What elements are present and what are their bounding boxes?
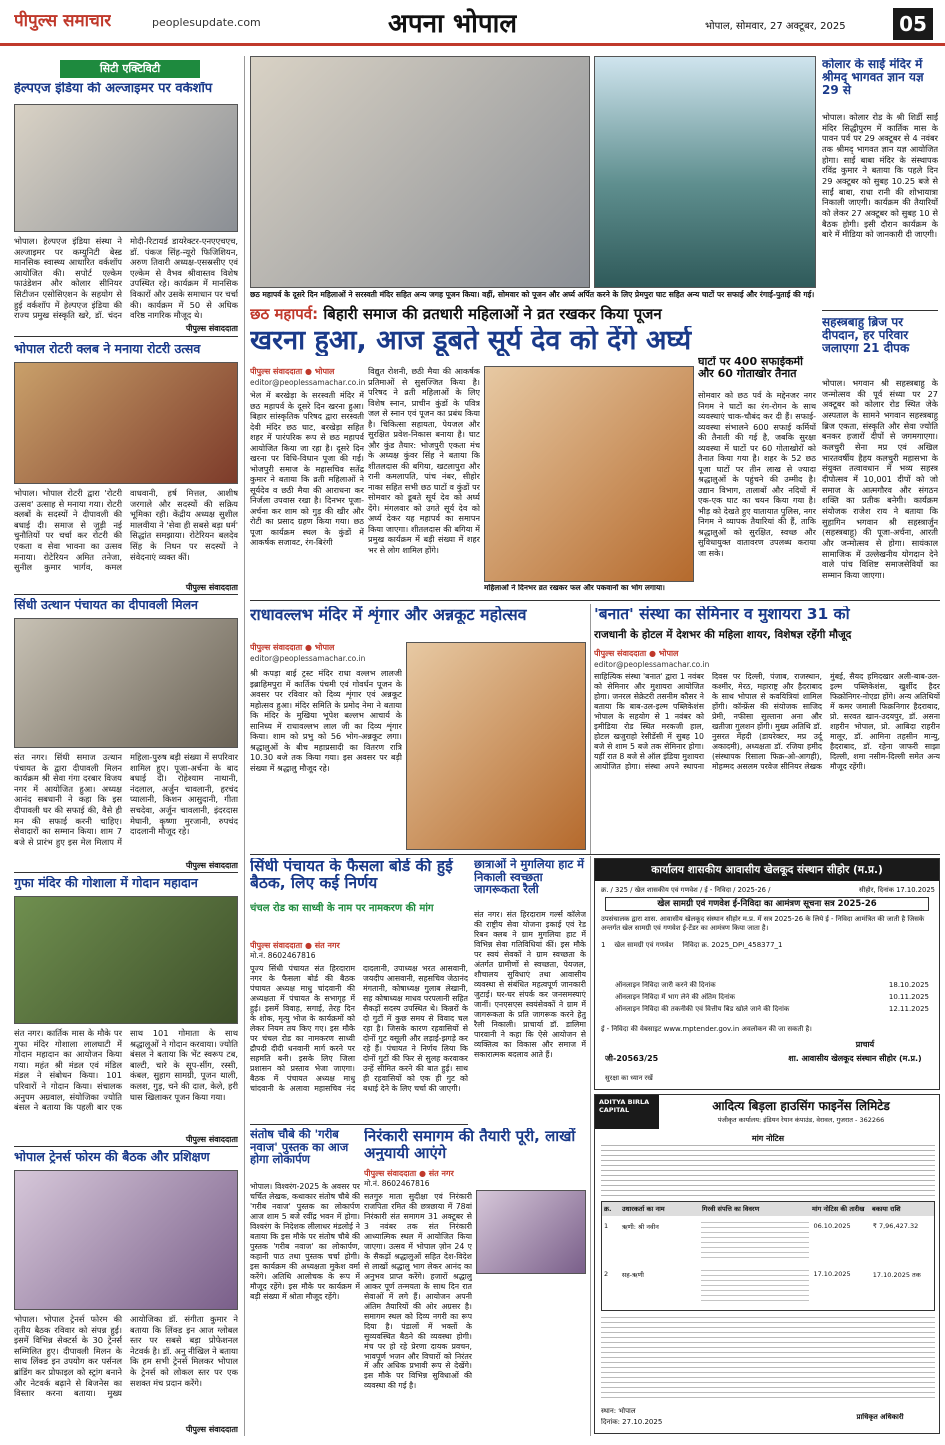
tender-row-value: 18.10.2025 bbox=[888, 981, 929, 989]
s5-body: भोपाल। भोपाल ट्रेनर्स फोरम की तृतीय बैठक रविवार को संपन्न हुई। इसमें विभिन्न सेक्टर्स के 30 ट्रेनर्स सम्मिलित हुए। दीपावली मिलन के साथ लिंक्ड इन उपयोग कर पर्सनल ब्रांडिंग कर प्रोफाइल को स्ट्रांग बनाने और नेटवर्क बढ़ाने से बिजनेस का विस्तार करना बताया। मुख्य आयोजिका डॉ. संगीता कुमार ने बताया कि लिंक्ड इन आज ग्लोबल स्तर पर सबसे बड़ा प्रोफेशनल नेटवर्क है। डॉ. अनु नीखिल ने बताया कि हम सभी ट्रेनर्स मिलकर भोपाल के ट्रेनर्स को लोकल स्तर पर एक सशक्त मंच प्रदान करेंगे। bbox=[14, 1314, 238, 1399]
date-line: भोपाल, सोमवार, 27 अक्टूबर, 2025 bbox=[705, 21, 846, 32]
sindhi-board-byline: पीपुल्स संवाददाता ● संत नगर bbox=[250, 941, 340, 950]
chhath-byline-name: पीपुल्स संवाददाता bbox=[250, 367, 303, 376]
s3-title: सिंधी उत्थान पंचायत का दीपावली मिलन bbox=[14, 598, 198, 612]
radha-email[interactable]: editor@peoplessamachar.co.in bbox=[250, 654, 366, 663]
tender-row-2 bbox=[615, 993, 929, 1002]
ghat-title: घाटों पर 400 सफाईकर्मी और 60 गोताखोर तैनात bbox=[698, 356, 803, 381]
aditya-cell: 2 bbox=[604, 1270, 609, 1278]
radha-body: श्री कपड़ा बाई ट्रस्ट मंदिर राधा वल्लभ लालजी इब्राहिमपुरा में कार्तिक पंचमी एवं गोवर्धन पूजन के अवसर पर रविवार को दिव्य शृंगार एवं अन्नकूट महोत्सव हुआ। मंदिर समिति के प्रमोद नेमा ने बताया कि मंदिर के मुखिया भूपेश बल्लभ आचार्य के सानिध्य में राधावल्लभ लाल जी का दिव्य शृंगार किया। शाम को प्रभु को 56 भोग-अन्नकूट लगा। श्रद्धालुओं के बीच महाप्रसादी का वितरण रात्रि 10.30 बजे तक किया गया। इस अवसर पर बड़ी संख्या में श्रद्धालु मौजूद रहे। bbox=[250, 668, 402, 773]
chhath-kicker: छठ महापर्व: bbox=[250, 305, 319, 323]
aditya-col: क्र. bbox=[604, 1205, 612, 1213]
s2-sign: पीपुल्स संवाददाता bbox=[185, 583, 238, 592]
tender-signer-office: शा. आवासीय खेलकूद संस्थान सीहोर (म.प्र.) bbox=[788, 1054, 922, 1063]
tender-row-1 bbox=[615, 981, 929, 990]
chhath-deck-text: बिहारी समाज की व्रतधारी महिलाओं ने व्रत रखकर किया पूजन bbox=[323, 305, 662, 323]
s4-photo bbox=[14, 896, 238, 1024]
aditya-cell-property bbox=[701, 1270, 810, 1304]
tender-intro: उपसंचालक द्वारा शास. आवासीय खेलकूद संस्थान सीहोर म.प्र. में सत्र 2025-26 के लिये ई - निविदा आमंत्रित की जाती है जिसके अन्तर्गत खेल सामग्री एवं गणवेश ई-टेंडर का आमंत्रण किया जाता है। bbox=[601, 915, 925, 932]
tender-footer-note: सुरक्षा का ध्यान रखें bbox=[605, 1074, 653, 1082]
tender-row-label: ऑनलाइन निविदा में भाग लेने की अंतिम दिनांक bbox=[615, 993, 736, 1001]
tender-row-label: ऑनलाइन निविदा की तकनीकी एवं वित्तीय बिड खोले जाने की दिनांक bbox=[615, 1005, 790, 1013]
aditya-cell: 17.10.2025 तक bbox=[872, 1271, 921, 1279]
nirankari-body-a: सतगुरु माता सुदीक्षा एवं निरंकारी राजपिता रमित की छत्रछाया में 78वां निरंकारी संत समागम 31 अक्टूबर से 3 नवंबर तक संत निरंकारी आध्यात्मिक स्थल में आयोजित किया जाएगा। उत्सव में भोपाल ज़ोन 24 ए के सैकड़ों श्रद्धालुओं सहित देश-विदेश से लाखों श्रद्धालु भाग लेकर आनंद का अनुभव प्राप्त करेंगे। हजारों श्रद्धालु आकर पूर्ण तन्मयता के साथ दिन रात सेवाओं में लगे हैं। आयोजन अपनी अंतिम तैयारियों की ओर अग्रसर है। समागम स्थल को दिव्य नगरी का रूप दिया है। पंडालों में भक्तों के सुव्यवस्थित बैठने की व्यवस्था होगी। मंच पर हो रहे प्रेरणा दायक प्रवचन, भावपूर्ण भजन और विचारों को निरंतर में और अधिक प्रभावी रूप से देखेंगे। इस मौके पर विभिन्न सुविधाओं की व्यवस्था की गई है। bbox=[364, 1192, 472, 1391]
chhath-title: खरना हुआ, आज डूबते सूर्य देव को देंगे अर्घ्य bbox=[250, 326, 692, 356]
aditya-fine-print bbox=[601, 1145, 935, 1197]
aditya-table bbox=[601, 1201, 935, 1311]
aditya-col: बकाया राशि bbox=[872, 1205, 901, 1213]
radha-byline-place: भोपाल bbox=[314, 643, 335, 652]
nirankari-phone: मो.नं. 8602467816 bbox=[364, 1179, 430, 1188]
aditya-cell: ₹ 7,96,427.32 bbox=[872, 1222, 919, 1230]
aditya-col: मांग नोटिस की तारीख bbox=[812, 1205, 865, 1213]
girls-body: संत नगर। संत हिरदाराम गर्ल्स कॉलेज की राष्ट्रीय सेवा योजना इकाई एवं रेड रिबन क्लब ने ग्राम मुगलिया हाट में विभिन्न सेवा गतिविधियां कीं। इस मौके पर स्वयं सेवकों ने ग्राम स्वच्छता के अंतर्गत ग्रामीणों से स्वच्छता, पेयजल, शौचालय सुविधाएं तथा आवासीय व्यवस्था से संबंधित महत्वपूर्ण जानकारी जुटाई। घर-घर संपर्क कर जनसमस्याएं जानीं। एनएसएस स्वयंसेवकों ने ग्राम में जागरूकता के प्रति जागरूक करने हेतु रैली निकाली। प्राचार्या डॉ. डालिमा पारवानी ने कहा कि ऐसे आयोजन से व्यक्तित्व का विकास और समाज में सकारात्मक बदलाव आते हैं। bbox=[474, 910, 586, 1059]
aditya-cell: 17.10.2025 bbox=[813, 1270, 851, 1278]
tender-header: कार्यालय शासकीय आवासीय खेलकूद संस्थान सीहोर (म.प्र.) bbox=[595, 859, 939, 881]
top-photo-temple bbox=[250, 56, 590, 288]
s5-sign: पीपुल्स संवाददाता bbox=[185, 1425, 238, 1434]
kolar-body: भोपाल। कोलार रोड के श्री शिर्डी साईं मंदिर सिद्धीपुरम में कार्तिक मास के पावन पर्व पर 29 अक्टूबर से 4 नवंबर तक श्रीमद् भागवत ज्ञान यज्ञ आयोजित होगा। साईं बाबा मंदिर के संस्थापक रविंद्र कुमार ने बताया कि पहले दिन 29 अक्टूबर को सुबह 10.25 बजे से साईं बाबा, राधा रानी की शोभायात्रा निकाली जाएगी। कार्यक्रम की तैयारियों को लेकर 27 अक्टूबर को सुबह 10 से बैठक होगी। इसी दौरान कार्यक्रम के बारे में मीडिया को जानकारी दी जाएगी। bbox=[822, 112, 938, 240]
nirankari-byline: पीपुल्स संवाददाता ● संत नगर bbox=[364, 1169, 454, 1178]
aditya-notice bbox=[594, 1094, 940, 1434]
section-title: अपना भोपाल bbox=[388, 9, 517, 39]
santosh-body: भोपाल। विश्वरंग-2025 के अवसर पर चर्चित लेखक, कथाकार संतोष चौबे की 'गरीब नवाज' पुस्तक का लोकार्पण आज शाम 5 बजे रवींद्र भवन में होगा। विश्वरंग के निदेशक लीलाधर मंडलोई ने बताया कि इस मौके पर संतोष चौबे की पुस्तक 'गरीब नवाज' का लोकार्पण, कहानी पाठ तथा पुस्तक चर्चा होगी। इस कार्यक्रम की अध्यक्षता मुकेश वर्मा करेंगे। अतिथि आलोचक के रूप में मौजूद रहेंगे। इस मौके पर कार्यक्रम में बड़ी संख्या में श्रोता मौजूद रहेंगे। bbox=[250, 1182, 360, 1301]
banat-title: 'बनात' संस्था का सेमिनार व मुशायरा 31 को bbox=[594, 606, 850, 623]
aditya-fine-print-2 bbox=[601, 1317, 935, 1401]
tender-notice-title: खेल सामग्री एवं गणवेश ई-निविदा का आमंत्रण सूचना सत्र 2025-26 bbox=[605, 897, 929, 911]
s2-title: भोपाल रोटरी क्लब ने मनाया रोटरी उत्सव bbox=[14, 342, 201, 356]
ghat-body: सोमवार को छठ पर्व के मद्देनजर नगर निगम ने घाटों का रंग-रोगन के साथ व्यवस्थाएं चाक-चौबंद कर दी हैं। सफाई-व्यवस्था संभालने 600 सफाई कर्मियों की तैनाती की गई है, जबकि सुरक्षा व्यवस्था में घाटों पर 60 गोताखोरों को तैनात किया गया है। शहर के 52 छठ पूजा घाटों पर तीन लाख से ज्यादा श्रद्धालुओं के पहुंचने की उम्मीद है। उद्यान विभाग, तालाबों और नदियों में एक-एक घाट का चयन किया गया है। भीड़ को देखते हुए यातायात पुलिस, नगर निगम ने व्यापक तैयारियां की हैं, ताकि श्रद्धालुओं को सुरक्षित, स्वच्छ और सुविधायुक्त वातावरण उपलब्ध कराया जा सके। bbox=[698, 390, 816, 558]
chhath-body-1: भेल में बरखेड़ा के सरस्वती मंदिर में छठ महापर्व के दूसरे दिन खरना हुआ। बिहार सांस्कृतिक परिषद द्वारा सरस्वती देवी मंदिर छठ घाट, बरखेड़ा सहित शहर में पारंपरिक रूप से छठ महापर्व आयोजित किया जा रहा है। दूसरे दिन खरना पर विधि-विधान पूजा की गई। भोजपुरी समाज के महासचिव सतेंद्र कुमार ने बताया कि व्रती महिलाओं ने सूर्यदेव व छठी मैया की आराधना कर निर्जला उपवास रखा है। दिनभर पूजा-अर्चना कर शाम को गुड़ की खीर और रोटी का प्रसाद ग्रहण किया गया। छठ पूजा कार्यक्रम स्थल के कुंडों में आकर्षक सजावट, रंग-बिरंगी bbox=[250, 390, 364, 548]
tender-date: सीहोर, दिनांक 17.10.2025 bbox=[858, 886, 935, 894]
table-row bbox=[602, 1268, 934, 1306]
site-url[interactable]: peoplesupdate.com bbox=[152, 16, 261, 29]
tender-row-3 bbox=[615, 1005, 929, 1014]
sindhi-board-title: सिंधी पंचायत के फैसला बोर्ड की हुई बैठक, लिए कई निर्णय bbox=[250, 858, 453, 893]
kolar-title: कोलार के साईं मंदिर में श्रीमद् भागवत ज्ञान यज्ञ 29 से bbox=[822, 58, 924, 98]
aditya-place: स्थान: भोपाल bbox=[601, 1407, 636, 1415]
aditya-col: उधारकर्ता का नाम bbox=[622, 1205, 665, 1213]
tender-url-note[interactable]: ई - निविदा की वेबसाइट www.mptender.gov.in अवलोकन की जा सकती है। bbox=[601, 1025, 812, 1033]
masthead bbox=[0, 0, 945, 46]
s1-body: भोपाल। हेल्पएज इंडिया संस्था ने अल्जाइमर पर कम्युनिटी बेस्ड मानसिक स्वास्थ्य आधारित वर्कशॉप आयोजित की। सपोर्ट एल्केम फाउंडेशन और कोलार सीनियर सिटीजन एसोसिएशन के सहयोग से हुई वर्कशॉप में हेल्पएज इंडिया की राज्य प्रमुख संस्कृति खरे, डॉ. चंदन मोदी-रिटायर्ड डायरेक्टर-एनएएचएच, डॉ. पंकज सिंह-न्यूरो फिजिशियन, अरुण तिवारी अध्यक्ष-एसस्रसीए एवं एल्केम से वैभव श्रीवास्तव विशेष उपस्थित रहे। कार्यक्रम में मानसिक विकारों और उसके समाधान पर चर्चा की। कार्यक्रम में 50 से अधिक वरिष्ठ नागरिक मौजूद थे। bbox=[14, 236, 238, 321]
top-caption: छठ महापर्व के दूसरे दिन महिलाओं ने सरस्वती मंदिर सहित अन्य जगह पूजन किया। वहीं, सोमवार को पूजन और अर्घ्य अर्पित करने के लिए प्रेमपुरा घाट सहित अन्य घाटों पर सफाई और रंगाई-पुताई की गई। bbox=[250, 290, 815, 299]
s4-body: संत नगर। कार्तिक मास के मौके पर गुफा मंदिर गोशाला लालघाटी में गोदान महादान का आयोजन किया गया। महंत श्री मंडल एवं मंडिल मंडल ने संबोधन किया। 101 परिवारों ने गोदान किया। संचालक अनुपम अग्रवाल, संयोजिका ज्योति बंसल ने बताया कि पहली बार एक साथ 101 गोमाता के साथ श्रद्धालुओं ने गोदान करवाया। ज्योति बंसल ने बताया कि भेंट स्वरूप टब, बाल्टी, चारे के सूप-सींग, रस्सी, कंबल, सुहाग सामग्री, पूजन थाली, कलश, गुड़, चने की दाल, केले, हरी घास खिलाकर पूजन किया गया। bbox=[14, 1028, 238, 1113]
aditya-cell: ऋणी: श्री नवीन bbox=[621, 1223, 659, 1231]
banat-byline-name: पीपुल्स संवाददाता bbox=[594, 649, 647, 658]
nirankari-title: निरंकारी समागम की तैयारी पूरी, लाखों अनुयायी आएंगे bbox=[364, 1128, 576, 1161]
sahastra-title: सहस्त्रबाहु ब्रिज पर दीपदान, हर परिवार जलाएगा 21 दीपक bbox=[822, 316, 910, 356]
chhath-photo-caption: महिलाओं ने दिनभर व्रत रखकर फल और पकवानों का भोग लगाया। bbox=[484, 584, 665, 592]
tender-item: खेल सामग्री एवं गणवेश bbox=[614, 941, 674, 949]
aditya-logo bbox=[595, 1095, 659, 1129]
s3-body: संत नगर। सिंधी समाज उत्थान पंचायत के द्वारा दीपावली मिलन कार्यक्रम श्री सेवा गंगा दरबार विजय नगर में आयोजित हुआ। अध्यक्ष आनंद सबधानी ने कहा कि इस दीपावली घर की सफाई की, वैसे ही मन की सफाई करनी चाहिए। सेवादारों का सम्मान किया। शाम 7 बजे से प्रारंभ हुए इस मेल मिलाप में महिला-पुरुष बड़ी संख्या में सपरिवार शामिल हुए। पूजा-अर्चना के बाद बधाई दी। रोहेश्याम नाथानी, नंदलाल, अर्जुन चावलानी, हरचंद प्यालानी, किशन आसुदानी, गीता सचदेवा, अर्जुन चावलानी, इंदरदास मेघानी, कृष्णा मुरजानी, रुपचंद दादलानी मौजूद रहे। bbox=[14, 752, 238, 847]
radha-photo bbox=[406, 642, 586, 850]
tender-signer: प्राचार्य bbox=[855, 1040, 875, 1049]
santosh-title: संतोष चौबे की 'गरीब नवाज' पुस्तक का आज होगा लोकार्पण bbox=[250, 1128, 349, 1166]
banat-byline: पीपुल्स संवाददाता ● भोपाल bbox=[594, 649, 679, 658]
aditya-date: दिनांक: 27.10.2025 bbox=[601, 1418, 663, 1426]
s1-title: हेल्पएज इंडिया की अल्जाइमर पर वर्कशॉप bbox=[14, 82, 213, 96]
banat-byline-place: भोपाल bbox=[658, 649, 679, 658]
chhath-email[interactable]: editor@peoplessamachar.co.in bbox=[250, 378, 366, 387]
radha-byline-name: पीपुल्स संवाददाता bbox=[250, 643, 303, 652]
sindhi-board-body: पूज्य सिंधी पंचायत संत हिरदाराम नगर के फैसला बोर्ड की बैठक पंचायत अध्यक्ष माधु चांदवानी की अध्यक्षता में पंचायत के सभागृह में हुई। इसमें विवाह, सगाई, तेरह दिन के शोक, मृत्यु भोज के कार्यक्रमों को लेकर नियम तय किए गए। इस मौके पर चंचल रोड का नामकरण साध्वी द्रौपदी दीदी धनवानी मार्ग करने पर सहमति बनी। इसके लिए जिला प्रशासन को प्रस्ताव भेजा जाएगा। बैठक में पंचायत अध्यक्ष माधु चांदवानी के अलावा महासचिव नंद दादलानी, उपाध्यक्ष भरत आसवानी, जयदीप आसवानी, सहसचिव जेठानंद मंगतानी, कोषाध्यक्ष गुलाब लेखानी, सह कोषाध्यक्ष माधव परपलानी सहित सैकड़ों सदस्य उपस्थित थे। किन्नरों के दो गुटों में कुछ समय से विवाद चल रहा है। जिसके कारण रहवासियों से दोनों गुट वसूली और लड़ाई-झगड़े कर रहे हैं। पंचायत ने निर्णय लिया कि दोनों गुटों की फिर से सुलह करवाकर उन्हें सीमित करने की बात हुई। साथ ही रहवासियों को एक ही गुट को बधाई देने के लिए चर्चा की जाएगी। bbox=[250, 964, 468, 1093]
s4-sign: पीपुल्स संवाददाता bbox=[185, 1135, 238, 1144]
tender-row-label: ऑनलाइन निविदा जारी करने की दिनांक bbox=[615, 981, 716, 989]
tender-id: निविदा क्र. 2025_DPI_458377_1 bbox=[682, 941, 783, 949]
chhath-byline-place: भोपाल bbox=[314, 367, 335, 376]
banat-deck: राजधानी के होटल में देशभर की महिला शायर, विशेषज्ञ रहेंगी मौजूद bbox=[594, 629, 852, 641]
s4-title: गुफा मंदिर की गोशाला में गोदान महादान bbox=[14, 876, 198, 890]
top-photo-ghat bbox=[594, 56, 816, 288]
nirankari-byline-name: पीपुल्स संवाददाता bbox=[364, 1169, 417, 1178]
radha-byline: पीपुल्स संवाददाता ● भोपाल bbox=[250, 643, 335, 652]
tender-item-no: 1 bbox=[601, 941, 606, 949]
aditya-cell: सह-ऋणी bbox=[621, 1271, 644, 1279]
s2-photo bbox=[14, 362, 238, 484]
aditya-cell-property bbox=[701, 1222, 810, 1262]
aditya-cell: 06.10.2025 bbox=[813, 1222, 851, 1230]
sahastra-body: भोपाल। भगवान श्री सहस्त्रबाहु के जन्मोत्सव की पूर्व संध्या पर 27 अक्टूबर को कोलार रोड स्थित जेके अस्पताल के सामने भगवान सहस्त्रबाहु ब्रिज एकता, संस्कृति और सेवा ज्योति बनकर हजारों दीपों से जगमगाएगा। कलचुरी सेना मप्र एवं अखिल भारतवर्षीय हैहय कलचुरी महासभा के संयुक्त तत्वावधान में भव्य सहस्त्र दीपोत्सव में 10,001 दीपों को जो समाज के आत्मगौरव और संगठन शक्ति का प्रतीक बनेगी। कार्यक्रम संयोजक राजेश राय ने बताया कि सुहागिन भगवान श्री सहस्त्रार्जुन (सहस्त्रबाहु) की पूजा-अर्चना, आरती और जन्मोत्सव से होगा। सायंकाल सामाजिक में उल्लेखनीय योगदान देने वाले पांच विशिष्ट समाजसेवियों का सम्मान किया जाएगा। bbox=[822, 378, 938, 580]
city-activity-tag: सिटी एक्टिविटी bbox=[60, 60, 200, 78]
tender-notice bbox=[594, 858, 940, 1090]
banat-email[interactable]: editor@peoplessamachar.co.in bbox=[594, 660, 710, 669]
page-number: 05 bbox=[893, 8, 933, 40]
chhath-deck bbox=[250, 304, 818, 324]
sindhi-board-deck: चंचल रोड का साध्वी के नाम पर नामकरण की मांग bbox=[250, 903, 434, 914]
chhath-photo bbox=[484, 366, 694, 582]
aditya-brand: ADITYA BIRLA CAPITAL bbox=[599, 1098, 650, 1114]
tender-item-row bbox=[601, 941, 935, 950]
tender-row-value: 10.11.2025 bbox=[888, 993, 929, 1001]
logo[interactable]: पीपुल्स समाचार bbox=[14, 11, 112, 31]
radha-title: राधावल्लभ मंदिर में शृंगार और अन्नकूट महोत्सव bbox=[250, 606, 527, 624]
aditya-signer: प्राधिकृत अधिकारी bbox=[856, 1413, 904, 1421]
s3-photo bbox=[14, 618, 238, 748]
aditya-col: गिरवी संपत्ति का विवरण bbox=[702, 1205, 760, 1213]
s5-photo bbox=[14, 1170, 238, 1310]
chhath-body-2: विद्युत रोशनी, छठी मैया की आकर्षक प्रतिमाओं से सुसज्जित किया है। परिषद ने व्रती महिलाओं के लिए विशेष स्नान, प्राचीन कुंडों के पवित्र जल से स्नान एवं पूजन का प्रबंध किया है। चिकित्सा सहायता, पेयजल और सुरक्षित प्रवेश-निकास बनाया है। घाट और कुंड तैयार: भोजपुरी एकता मंच के अध्यक्ष कुंवर सिंह ने बताया कि शीतलदास की बगिया, खटलापुरा और रानी कमलापति, पांच नंबर, सीहोर नाका सहित सभी छठ घाटों व कुंडों पर सोमवार को डूबते सूर्य देव को अर्घ्य देंगे। मंगलवार को उगते सूर्य देव को अर्घ्य देकर यह महापर्व का समापन किया जाएगा। शीतलदास की बगिया में प्रमुख कार्यक्रम में बड़ी संख्या में शहर भर से लोग शामिल होंगे। bbox=[368, 366, 480, 555]
aditya-cell: 1 bbox=[604, 1222, 609, 1230]
tender-ref: क्र. / 325 / खेल शासकीय एवं गणवेश / ई - निविदा / 2025-26 / bbox=[601, 886, 771, 894]
aditya-table-header bbox=[602, 1202, 934, 1216]
chhath-byline: पीपुल्स संवाददाता ● भोपाल bbox=[250, 367, 335, 376]
banat-body: साहित्यिक संस्था 'बनात' द्वारा 1 नवंबर को सेमिनार और मुशायरा आयोजित होगा। जनरल सेक्रेटरी तसनीम कौसर ने बताया कि बाब-उल-इल्म पब्लिकेशंस भोपाल के सहयोग से 1 नवंबर को इमीडिया रोड स्थित मरकजी हाल, होटल खजुराहो रेसीडेंसी में सुबह 10 बजे से शाम 5 बजे तक सेमिनार होगा। यहीं रात 8 बजे से ऑल इंडिया मुशायरा आयोजित होगा। संस्था अपने स्थापना दिवस पर दिल्ली, पंजाब, राजस्थान, कश्मीर, मेरठ, महाराष्ट्र और हैदराबाद के साथ भोपाल से कवयित्रियां शामिल होंगी। कॉन्फ्रेंस की संयोजक साजिद प्रेमी, नफीसा सुल्ताना अना और खतीजा गुलशन होंगी। मुख्य अतिथि डॉ. नुसरत मेंहदी (डायरेक्टर, मप्र उर्दू अकादमी), अध्यक्षता डॉ. रजिया हमीद (संस्थापक रिसाला फिक्र-ओ-आगही), मोहम्मद असलम परवेज सीनियर लेखक मुंबई, सैयद हमिदखार अली-बाब-उल-इल्म पब्लिकेशंस, खुर्शीद हैदर फिक्रोनिगर-नोएडा होंगे। अन्य अतिथियों में कमर जमाली फिक्रनिगार हैदराबाद, प्रो. सरवत खान-उदयपुर, डॉ. असना शहरीन भोपाल, प्रो. आबिदा राहरीन मालूर, डॉ. आमिना तहसीन मान्यु, हैदराबाद, डॉ. रहेना जाफरी साझा दिल्ली, शमा नसीम-दिल्ली समेत अन्य मौजूद रहेंगी। bbox=[594, 672, 940, 771]
aditya-notice-label: मांग नोटिस bbox=[751, 1134, 785, 1143]
nirankari-byline-place: संत नगर bbox=[428, 1169, 454, 1178]
nirankari-photo bbox=[476, 1190, 586, 1274]
sindhi-board-byline-place: संत नगर bbox=[314, 941, 340, 950]
sindhi-board-byline-name: पीपुल्स संवाददाता bbox=[250, 941, 303, 950]
s5-title: भोपाल ट्रेनर्स फोरम की बैठक और प्रशिक्षण bbox=[14, 1150, 210, 1164]
tender-row-value: 12.11.2025 bbox=[888, 1005, 929, 1013]
s3-sign: पीपुल्स संवाददाता bbox=[185, 861, 238, 870]
aditya-subtitle: पंजीकृत कार्यालय: इंडियन रेयान कंपाउंड, वेरावल, गुजरात - 362266 bbox=[717, 1116, 885, 1124]
s1-photo bbox=[14, 104, 238, 232]
table-row bbox=[602, 1220, 934, 1264]
s1-sign: पीपुल्स संवाददाता bbox=[185, 324, 238, 333]
s2-body: भोपाल। भोपाल रोटरी द्वारा 'रोटरी उत्सव' उत्साह से मनाया गया। रोटरी क्लबों के सदस्यों ने दीपावली की बधाई दी। समाज से जुड़ी नई चुनौतियों पर चर्चा कर रोटरी की एकता व सेवा भावना का उत्सव मनाया। रोटेरियन अमित तनेजा, सुनील कुमार भार्गव, कमल वाधवानी, हर्ष मित्तल, आशीष जरगाले और सदस्यों की सक्रिय भूमिका रही। केंद्रीय अध्यक्ष सुशील मालवीया ने 'सेवा ही सबसे बड़ा धर्म' सिद्धांत समझाया। रोटेरियन बलदेव सिंह के निधन पर सदस्यों ने संवेदनाएं व्यक्त कीं। bbox=[14, 488, 238, 573]
girls-title: छात्राओं ने मुगलिया हाट में निकाली स्वच्छता जागरूकता रैली bbox=[474, 858, 585, 896]
aditya-title: आदित्य बिड़ला हाउसिंग फाइनेंस लिमिटेड bbox=[712, 1099, 890, 1113]
tender-code: जी-20563/25 bbox=[605, 1054, 659, 1063]
sindhi-board-phone: मो.नं. 8602467816 bbox=[250, 951, 316, 960]
